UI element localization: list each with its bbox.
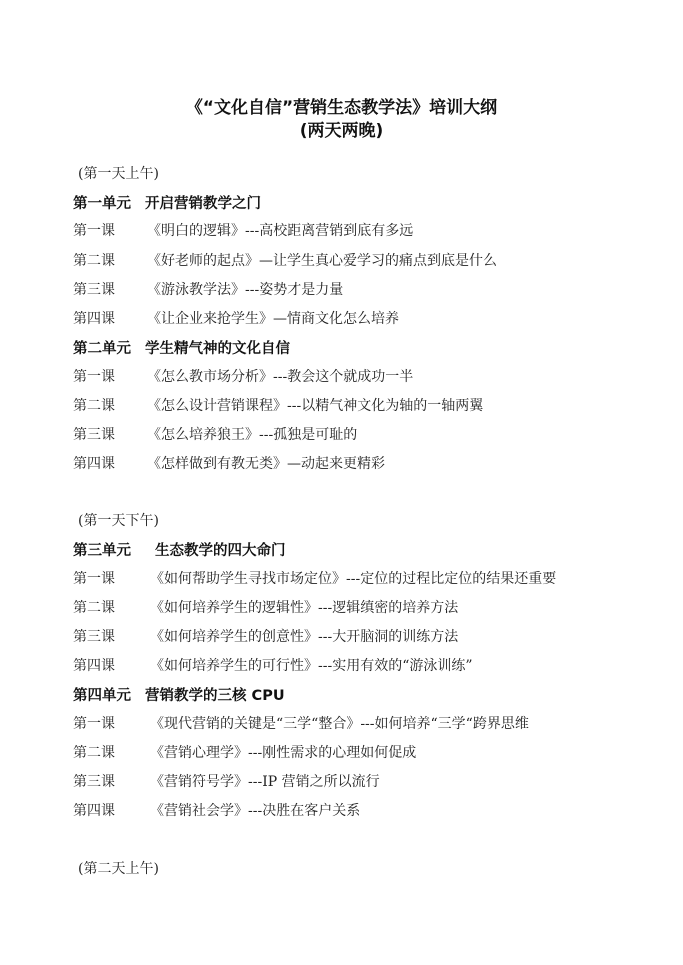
lesson-line bbox=[73, 220, 413, 240]
lesson-number: 第四课 bbox=[73, 311, 115, 327]
lesson-number: 第一课 bbox=[73, 223, 115, 239]
lesson-number: 第三课 bbox=[73, 282, 115, 298]
lesson-title: 《营销心理学》---刚性需求的心理如何促成 bbox=[150, 745, 417, 761]
unit-label: 第一单元 bbox=[73, 196, 131, 212]
session-heading: (第一天上午) bbox=[78, 166, 159, 182]
lesson-number: 第一课 bbox=[73, 716, 115, 732]
lesson-number: 第四课 bbox=[73, 658, 115, 674]
lesson-line bbox=[73, 742, 416, 762]
lesson-title: 《怎么设计营销课程》---以精气神文化为轴的一轴两翼 bbox=[147, 398, 484, 414]
lesson-title: 《让企业来抢学生》—情商文化怎么培养 bbox=[147, 311, 399, 327]
lesson-line bbox=[73, 800, 360, 820]
lesson-number: 第二课 bbox=[73, 745, 115, 761]
lesson-title: 《游泳教学法》---姿势才是力量 bbox=[147, 282, 344, 298]
unit-title: 开启营销教学之门 bbox=[145, 196, 261, 212]
session-heading: (第二天上午) bbox=[78, 861, 159, 877]
unit-title: 营销教学的三核 CPU bbox=[145, 688, 285, 704]
lesson-number: 第三课 bbox=[73, 427, 115, 443]
lesson-line bbox=[73, 308, 399, 328]
lesson-number: 第一课 bbox=[73, 571, 115, 587]
lesson-title: 《明白的逻辑》---高校距离营销到底有多远 bbox=[147, 223, 414, 239]
unit-label: 第三单元 bbox=[73, 543, 131, 559]
lesson-line bbox=[73, 279, 343, 299]
unit-heading bbox=[73, 539, 286, 560]
unit-title: 生态教学的四大命门 bbox=[155, 543, 286, 559]
lesson-number: 第二课 bbox=[73, 398, 115, 414]
lesson-line bbox=[73, 453, 385, 473]
lesson-line bbox=[73, 771, 380, 791]
lesson-title: 《怎么培养狼王》---孤独是可耻的 bbox=[147, 427, 358, 443]
lesson-number: 第二课 bbox=[73, 253, 115, 269]
lesson-line bbox=[73, 655, 473, 675]
lesson-line bbox=[73, 626, 458, 646]
session-heading: (第一天下午) bbox=[78, 513, 159, 529]
lesson-line bbox=[73, 568, 556, 588]
lesson-number: 第三课 bbox=[73, 629, 115, 645]
unit-heading bbox=[73, 684, 285, 705]
unit-title: 学生精气神的文化自信 bbox=[145, 341, 290, 357]
lesson-number: 第三课 bbox=[73, 774, 115, 790]
lesson-title: 《现代营销的关键是“三学“整合》---如何培养“三学“跨界思维 bbox=[150, 716, 529, 732]
lesson-line bbox=[73, 395, 483, 415]
lesson-title: 《好老师的起点》—让学生真心爱学习的痛点到底是什么 bbox=[147, 253, 497, 269]
document-subtitle: (两天两晚) bbox=[299, 121, 384, 141]
lesson-line bbox=[73, 424, 357, 444]
lesson-title: 《如何培养学生的可行性》---实用有效的“游泳训练” bbox=[150, 658, 473, 674]
unit-label: 第二单元 bbox=[73, 341, 131, 357]
lesson-title: 《怎样做到有教无类》—动起来更精彩 bbox=[147, 456, 385, 472]
lesson-line bbox=[73, 250, 497, 270]
lesson-title: 《营销社会学》---决胜在客户关系 bbox=[150, 803, 361, 819]
lesson-title: 《怎么教市场分析》---教会这个就成功一半 bbox=[147, 369, 414, 385]
lesson-title: 《如何帮助学生寻找市场定位》---定位的过程比定位的结果还重要 bbox=[150, 571, 557, 587]
unit-heading bbox=[73, 337, 290, 358]
lesson-number: 第四课 bbox=[73, 803, 115, 819]
lesson-line bbox=[73, 713, 529, 733]
lesson-title: 《如何培养学生的创意性》---大开脑洞的训练方法 bbox=[150, 629, 459, 645]
document-title: 《“文化自信”营销生态教学法》培训大纲 bbox=[185, 98, 498, 118]
lesson-number: 第二课 bbox=[73, 600, 115, 616]
unit-label: 第四单元 bbox=[73, 688, 131, 704]
unit-heading bbox=[73, 192, 261, 213]
lesson-title: 《营销符号学》---IP 营销之所以流行 bbox=[150, 774, 380, 790]
lesson-number: 第一课 bbox=[73, 369, 115, 385]
lesson-number: 第四课 bbox=[73, 456, 115, 472]
lesson-line bbox=[73, 366, 413, 386]
lesson-line bbox=[73, 597, 458, 617]
lesson-title: 《如何培养学生的逻辑性》---逻辑缜密的培养方法 bbox=[150, 600, 459, 616]
